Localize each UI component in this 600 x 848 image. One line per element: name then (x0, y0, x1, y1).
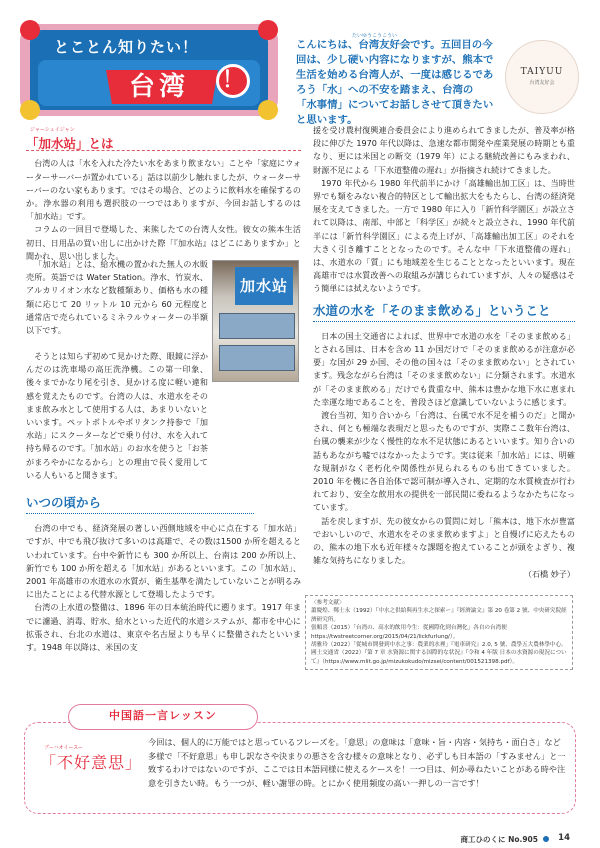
water-station-photo (212, 260, 299, 382)
series-title: とことん知りたい！ (54, 38, 199, 56)
right-paragraph-5: 話を戻しますが、先の彼女からの質問に対し「熊本は、地下水が豊富でおいしいので、水道水をそのまま飲めますよ」と自慢げに応えたものの、熊本の地下水も近年様々な課題を抱えていることが頭をよぎり、複雑な気持ちになりました。 (313, 515, 575, 566)
logo-name: TAIYUU (520, 67, 564, 77)
logo-subtitle: 台湾友好会 (529, 80, 555, 86)
left-column-section2 (26, 486, 301, 654)
series-banner (14, 14, 284, 124)
right-paragraph-3: 日本の国土交通省によれば、世界中で水道の水を「そのまま飲める」とされる国は、日本を含め 11 か国だけで「そのまま飲めるが注意が必要」な国が 29 か国、その他の国々は「そのまま飲めない」とされています。残念ながら台湾は「そのまま飲めない」に分類されます。水道水が「そのまま飲める」だけでも貴重な中、熊本は豊かな地下水に恵まれた幸運な地であることを、普段さほど意識していないように感じます。 (313, 330, 575, 407)
exclamation-badge: ！ (216, 64, 250, 98)
reference-item: 國土交通省（2022）『第 7 章 水資源に関する国際的な状況』『令和 4 年版 日本の水資源の現況について』（https://www.mlit.go.jp/mizukokudo/mizsei/content/001521398.pdf）。 (311, 650, 567, 665)
right-column (313, 124, 575, 581)
footer-dot-icon (543, 836, 549, 842)
country-title: 台湾 (128, 72, 189, 102)
publication-name: 商工ひのくに No.905 (460, 835, 538, 844)
page-footer (0, 826, 600, 848)
section3-heading: 水道の水を「そのまま飲める」ということ (313, 304, 575, 322)
lesson-ruby: ブーハオイースー (44, 745, 83, 751)
section1-paragraph-3: 「加水站」とは、給水機の置かれた無人の水販売所。英語では Water Station。浄水、竹炭水、アルカリイオン水など数種類あり、価格も水の種類に応じて 20 リットル 10 元から 60 元程度と通常店で売られているミネラルウォーターの半額以下です。 (26, 259, 208, 336)
lesson-text: 今回は、個人的に万能ではと思っているフレーズを。「意思」の意味は「意味・旨・内容・気持ち・面白さ」など多様で「不好意思」も申し訳なさや決まりの悪さを含む様々の意味となり、必ずしも日本語の「すみません」と一致するわけではないのですが、ここでは日本語同様に使えるケースを！一つ目は、何か尋ねたいことがある時や注意を引きたい時。もう一つが、軽い謝罪の時。とにかく使用頻度の高い一押しの一言です！ (148, 737, 566, 788)
references-label: 〈参考文献〉 (311, 600, 345, 606)
left-column-narrow-2 (26, 350, 208, 480)
section1-ruby: ジャーシュイジャン (30, 127, 75, 133)
section1-paragraph-2: コラムの一回目で登場した、来熊したての台湾人女性。彼女の熊本生活初日、日用品の買い出しに出かけた際「『加水站』はどこにありますか」と聞かれ、思い出しました。 (26, 224, 301, 261)
water-station-sign: 加水站 (235, 267, 293, 305)
section2-paragraph-2: 台湾の上水道の整備は、1896 年の日本統治時代に遡ります。1917 年までに濾過、消毒、貯水、給水といった近代的水道システムが、都市を中心に拡張され、台北の水道は、東京や名古屋よりも早くに整備されたといいます。1948 年以降は、米国の支 (26, 602, 301, 653)
taiyuu-logo (505, 40, 579, 114)
reference-item: 胡雅玲（2022）「從城市開發到中水之事：農業的水裡」『電車研究』2.0, 5 號、農學五大農林學中心。 (311, 642, 567, 649)
reference-item: 蕭慶煌、鄭士永（1992）『中水之供給與再生水之探索ー』『經濟論文』第 20 卷第 2 號、中央研究院經濟研究所。 (311, 608, 567, 623)
section1-paragraph-1: 台湾の人は「水を入れた冷たい水をあまり飲まない」ことや「家庭にウォーターサーバーが置かれている」話は以前少し触れましたが、ウォーターサーバーのない家もあります。ではその場合、どのように飲料水を確保するのか。浄水器の利用も選択肢の一つではありますが、今回お話しするのは「加水站」です。 (26, 158, 301, 222)
intro-text: こんにちは、台湾友好会です。五回目の今回は、少し硬い内容になりますが、熊本で生活を始める台湾人が、一度は感じるであろう「水」への不安を踏まえ、台湾の「水事情」についてお話しさせて頂きたいと思います。 (296, 39, 494, 126)
right-paragraph-1: 援を受け農村復興連合委員会により進められてきましたが、普及率が格段に伸びた 1970 年代以降は、急速な都市開発や産業発展の時期とも重なり、更には米国との断交（1979 年）による継続改善にもみまわれ、財源不足による「下水道整備の遅れ」が指摘され続けてきました。 (313, 125, 575, 175)
right-paragraph-4: 渡台当初、知り合いから「台湾は、台風で水不足を補うのだ」と聞かされ、何とも極端な表現だと思ったものですが、実際ここ数年台湾は、台風の襲来が少なく慢性的な水不足状態にあるといいます。知り合いの話もあながち嘘ではなかったようです。実は従来「加水站」には、明確な規制がなく老朽化や関係性が見られるものも出てきていました。2010 年を機に各自治体で認可制が導入され、定期的な水質検査が行われており、安全な飲用水の提供を一部民間に委ねるようなかたちになっています。 (313, 410, 575, 513)
section2-paragraph-1: 台湾の中でも、経済発展の著しい西側地域を中心に点在する「加水站」ですが、中でも飛び抜けて多いのは高雄で、その数は1500 か所を超えるといわれています。台中や新竹にも 300 か所以上、台南は 200 か所以上、新竹でも 100 か所を超える「加水站」があるといいます。この「加水站」、2001 年高雄市の水道水の水質が、衛生基準を満たしていないことが明るみに出たことによる代替水源として登場したようです。 (26, 523, 301, 600)
right-paragraph-2: 1970 年代から 1980 年代前半にかけ「高雄輸出加工区」は、当時世界でも類をみない複合的特区として輸出拡大をもたらし、台湾の経済発展を支えてきました。一方で 1980 年に入り「新竹科学園区」が設立されて以降は、南部、中部と「科学区」が続々と設立され、1990 年代前半には「新竹科学園区」による売上げが、「高雄輸出加工区」のそれを大きく引き離すこととなったのです。そんな中「下水道整備の遅れ」は、水道水の「質」にも地域差を生じることとなったといいます。現在高雄市では水質改善への取組みが講じられていますが、人々の疑惑はそう簡単には拭えないようです。 (313, 177, 575, 294)
vending-machine (219, 345, 295, 371)
page-number: 14 (558, 833, 570, 843)
section1-heading: 「加水站」とは (26, 137, 301, 151)
left-column-section1 (26, 124, 301, 263)
section2-heading: いつの頃から (26, 496, 254, 514)
author: （石橋 妙子） (523, 568, 575, 579)
lesson-tag: 中国語一言レッスン (68, 704, 258, 730)
reference-item: 張順喜（2015）「台湾の、高水的飲用今生：從國際化到台灣化」各自の台湾便 https://twstreetcorner.org/2015/04/21/lickfurlung/）。 (311, 625, 507, 640)
left-column-narrow (26, 258, 208, 337)
lesson-phrase: 「不好意思」 (40, 753, 143, 772)
intro-ruby: たいゆうこうこうい (352, 33, 398, 39)
vending-machine (219, 313, 295, 339)
references (305, 595, 573, 670)
section1-paragraph-4-start: そうとは知らず初めて見かけた際、眼鏡に浮かんだのは洗車場の高圧洗浄機。この第一印象、後々までかなり尾を引き、見かける度に軽い違和感を覚えたものです。台湾の人は、水道水をそのまま飲み水として使用する人は、あまりいないといいます。ペットボトルやポリタンク持参で「加水站」にスクーターなどで乗り付け、水を入れて持ち帰るのです。「加水站」のお水を使うと「お茶がまろやかになるから」との理由で長く愛用している人もいると聞きます。 (26, 351, 208, 480)
